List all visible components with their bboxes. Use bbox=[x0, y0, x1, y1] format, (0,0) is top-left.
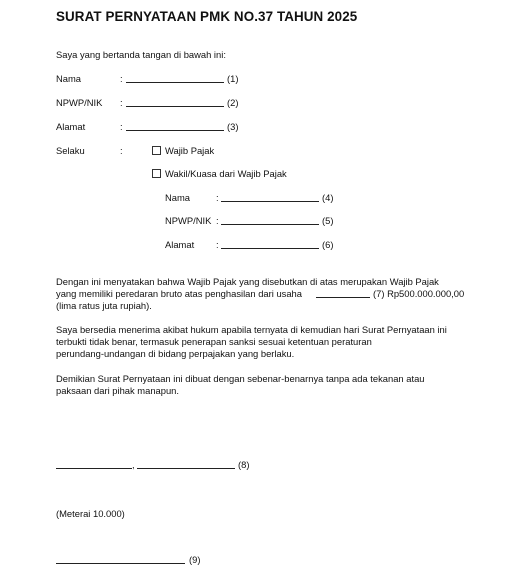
field-colon: : bbox=[120, 97, 123, 108]
field-label: Selaku bbox=[56, 145, 85, 156]
field-colon: : bbox=[216, 239, 219, 250]
npwp-nik-blank-line[interactable] bbox=[126, 106, 224, 107]
paragraph-line: yang memiliki peredaran bruto atas penghasilan dari usaha bbox=[56, 288, 302, 299]
field-colon: : bbox=[216, 192, 219, 203]
place-blank-line[interactable] bbox=[56, 468, 132, 469]
field-label: NPWP/NIK bbox=[165, 215, 212, 226]
paragraph-line: Saya bersedia menerima akibat hukum apabila ternyata di kemudian hari Surat Pernyataan ini bbox=[56, 324, 447, 335]
field-number: (2) bbox=[227, 97, 239, 108]
field-colon: : bbox=[120, 73, 123, 84]
field-number: (5) bbox=[322, 215, 334, 226]
sub-nama-blank-line[interactable] bbox=[221, 201, 319, 202]
field-colon: : bbox=[120, 145, 123, 156]
field-colon: : bbox=[120, 121, 123, 132]
paragraph-line: Dengan ini menyatakan bahwa Wajib Pajak yang disebutkan di atas merupakan Wajib Pajak bbox=[56, 276, 439, 287]
sub-npwp-nik-blank-line[interactable] bbox=[221, 224, 319, 225]
wajib-pajak-option-label: Wajib Pajak bbox=[165, 145, 215, 156]
usaha-blank-line[interactable] bbox=[316, 297, 370, 298]
field-number: (6) bbox=[322, 239, 334, 250]
paragraph-line: terbukti tidak benar, termasuk penerapan sanksi sesuai ketentuan peraturan bbox=[56, 336, 372, 347]
place-date-number: (8) bbox=[238, 459, 250, 470]
field-label: Nama bbox=[165, 192, 191, 203]
field-number: (4) bbox=[322, 192, 334, 203]
field-number: (3) bbox=[227, 121, 239, 132]
meterai-label: (Meterai 10.000) bbox=[56, 508, 125, 519]
signature-number: (9) bbox=[189, 554, 201, 565]
field-label: NPWP/NIK bbox=[56, 97, 103, 108]
paragraph-line: (lima ratus juta rupiah). bbox=[56, 300, 152, 311]
intro-text: Saya yang bertanda tangan di bawah ini: bbox=[56, 49, 226, 60]
sub-alamat-blank-line[interactable] bbox=[221, 248, 319, 249]
date-blank-line[interactable] bbox=[137, 468, 235, 469]
nama-blank-line[interactable] bbox=[126, 82, 224, 83]
wajib-pajak-checkbox[interactable] bbox=[152, 146, 161, 155]
document-title: SURAT PERNYATAAN PMK NO.37 TAHUN 2025 bbox=[56, 9, 358, 24]
paragraph-line: Demikian Surat Pernyataan ini dibuat dengan sebenar-benarnya tanpa ada tekanan atau bbox=[56, 373, 425, 384]
field-label: Alamat bbox=[165, 239, 195, 250]
wakil-kuasa-checkbox[interactable] bbox=[152, 169, 161, 178]
paragraph-line: (7) Rp500.000.000,00 bbox=[373, 288, 465, 299]
paragraph-line: paksaan dari pihak manapun. bbox=[56, 385, 180, 396]
place-date-separator: , bbox=[132, 459, 135, 470]
alamat-blank-line[interactable] bbox=[126, 130, 224, 131]
field-colon: : bbox=[216, 215, 219, 226]
field-number: (1) bbox=[227, 73, 239, 84]
field-label: Nama bbox=[56, 73, 82, 84]
signature-blank-line[interactable] bbox=[56, 563, 185, 564]
field-label: Alamat bbox=[56, 121, 86, 132]
wakil-kuasa-option-label: Wakil/Kuasa dari Wajib Pajak bbox=[165, 168, 287, 179]
paragraph-line: perundang-undangan di bidang perpajakan yang berlaku. bbox=[56, 348, 295, 359]
